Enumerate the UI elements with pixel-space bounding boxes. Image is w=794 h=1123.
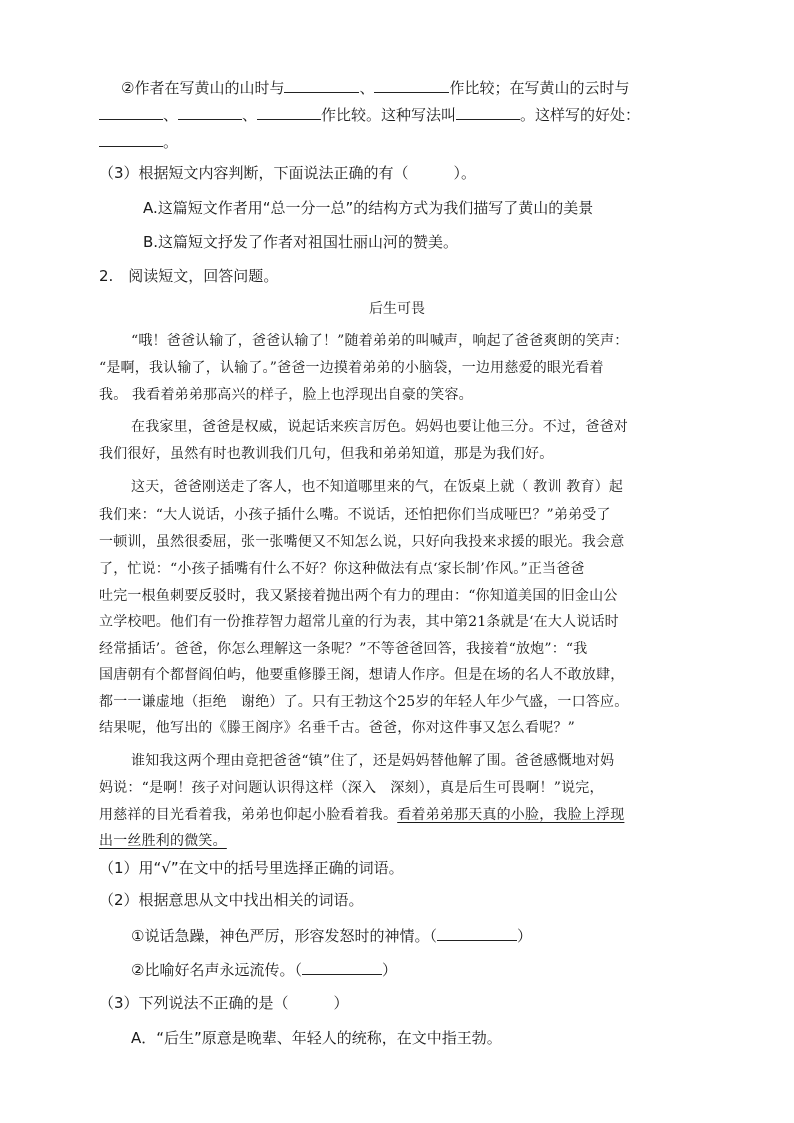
passage-line: 这天，爸爸刚送走了客人，也不知道哪里来的气，在饭桌上就（ 教训 教育）起: [131, 479, 624, 495]
answer-blank[interactable]: [257, 104, 321, 120]
passage-line: [99, 831, 227, 851]
passage-line: 一顿训，虽然很委屈，张一张嘴便又不知怎么说，只好向我投来求援的眼光。我会意: [99, 534, 625, 550]
answer-blank[interactable]: [284, 77, 359, 93]
passage-line: 结果呢，他写出的《滕王阁序》名垂千古。爸爸，你对这件事又怎么看呢？”: [99, 720, 575, 736]
q2-sub1: （1）用“√”在文中的括号里选择正确的词语。: [99, 859, 404, 877]
passage-line: 用慈祥的目光看着我，弟弟也仰起小脸看着我。看着弟弟那天真的小脸，我脸上浮现: [99, 807, 625, 823]
q1-option-b[interactable]: B.这篇短文抒发了作者对祖国壮丽山河的赞美。: [143, 233, 459, 251]
underlined-sentence: 出一丝胜利的微笑。: [99, 833, 227, 849]
passage-line: 立学校吧。他们有一份推荐智力超常儿童的行为表，其中第21条就是‘在大人说话时: [99, 614, 619, 630]
q1-fill-line-1: ②作者在写黄山的山时与 、 作比较；在写黄山的云时与: [121, 79, 630, 97]
passage-line: 我们来：“大人说话，小孩子插什么嘴。不说话，还怕把你们当成哑巴？”弟弟受了: [99, 507, 611, 523]
passage-line: “是啊，我认输了，认输了。”爸爸一边摸着弟弟的小脑袋，一边用慈爱的眼光看着: [99, 360, 604, 376]
q2-sub3: （3）下列说法不正确的是（ ）: [99, 994, 349, 1012]
q1-fill-line-3: 。: [99, 131, 178, 152]
underlined-sentence: 看着弟弟那天真的小脸，我脸上浮现: [397, 807, 625, 823]
passage-line: 都一一谦虚地（拒绝 谢绝）了。只有王勃这个25岁的年轻人年少气盛，一口答应。: [99, 694, 629, 710]
q2-sub2-item-2: ②比喻好名声永远流传。（ ）: [131, 961, 397, 979]
q1-text: ②作者在写黄山的山时与: [121, 79, 285, 97]
passage-line: 吐完一根鱼刺要反驳时，我又紧接着抛出两个有力的理由：“你知道美国的旧金山公: [99, 588, 618, 604]
answer-blank[interactable]: [437, 925, 517, 941]
passage-line: 谁知我这两个理由竟把爸爸“镇”住了，还是妈妈替他解了围。爸爸感慨地对妈: [131, 753, 615, 769]
q2-sub3-option-a[interactable]: A．“后生”原意是晚辈、年轻人的统称，在文中指王勃。: [131, 1029, 502, 1047]
passage-title: 后生可畏: [369, 301, 425, 317]
q1-fill-line-2: 、 、 作比较。这种写法叫 。这样写的好处：: [99, 104, 640, 125]
answer-blank[interactable]: [456, 104, 520, 120]
answer-blank[interactable]: [99, 104, 163, 120]
answer-blank[interactable]: [178, 104, 242, 120]
q1-option-a[interactable]: A.这篇短文作者用“总一分一总”的结构方式为我们描写了黄山的美景: [143, 199, 594, 217]
q2-sub2: （2）根据意思从文中找出相关的词语。: [99, 891, 364, 909]
q2-sub2-item-1: ①说话急躁，神色严厉，形容发怒时的神情。（ ）: [131, 927, 532, 945]
answer-blank[interactable]: [374, 77, 449, 93]
q1-sub3: （3）根据短文内容判断，下面说法正确的有（ ）。: [99, 164, 477, 182]
passage-line: 我们很好，虽然有时也教训我们几句，但我和弟弟知道，那是为我们好。: [99, 446, 554, 462]
passage-line: 妈说：“是啊！孩子对问题认识得这样（深入 深刻），真是后生可畏啊！”说完，: [99, 780, 604, 796]
q2-heading: 2. 阅读短文，回答问题。: [99, 267, 279, 285]
passage-line: 我。 我看着弟弟那高兴的样子，脸上也浮现出自豪的笑容。: [99, 387, 473, 403]
answer-blank[interactable]: [302, 959, 382, 975]
passage-line: 国唐朝有个都督阎伯屿，他要重修滕王阁，想请人作序。但是在场的名人不敢放肆，: [99, 667, 625, 683]
passage-line: “哦！爸爸认输了，爸爸认输了！”随着弟弟的叫喊声，响起了爸爸爽朗的笑声：: [131, 333, 629, 349]
passage-line: 了，忙说：“小孩子插嘴有什么不好？你这种做法有点‘家长制’作风。”正当爸爸: [99, 561, 585, 577]
passage-line: 在我家里，爸爸是权威，说起话来疾言厉色。妈妈也要让他三分。不过，爸爸对: [131, 419, 628, 435]
answer-blank[interactable]: [99, 131, 163, 147]
passage-line: 经常插话’。爸爸，你怎么理解这一条呢？”不等爸爸回答，我接着“放炮”：“我: [99, 641, 588, 657]
